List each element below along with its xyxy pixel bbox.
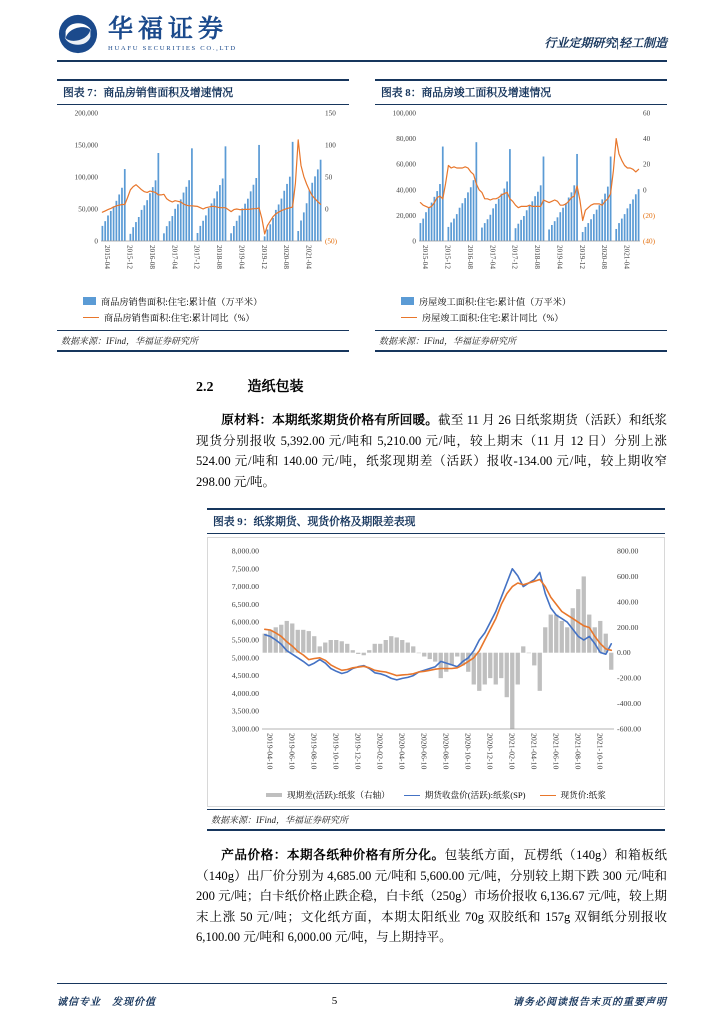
paragraph-raw-materials [196, 410, 667, 492]
svg-text:2017-12: 2017-12 [510, 245, 519, 269]
figure-7 [57, 79, 349, 352]
svg-text:2018-08: 2018-08 [215, 245, 223, 269]
svg-text:2017-04: 2017-04 [488, 245, 497, 269]
footer-row [57, 984, 667, 1008]
svg-text:6,500.00: 6,500.00 [231, 599, 259, 609]
figures-row [57, 79, 667, 352]
brand-name-en: HUAFU SECURITIES CO.,LTD [108, 44, 237, 52]
svg-text:2017-04: 2017-04 [170, 245, 179, 269]
report-category: 行业定期研究|轻工制造 [544, 36, 667, 50]
svg-text:2019-06-10: 2019-06-10 [287, 733, 297, 770]
svg-text:(40): (40) [643, 237, 655, 246]
legend-bar-swatch [83, 297, 96, 305]
legend-bar-swatch [401, 297, 414, 305]
svg-text:2020-02-10: 2020-02-10 [375, 733, 385, 770]
svg-text:100,000: 100,000 [392, 109, 416, 118]
legend-item [266, 789, 390, 801]
svg-text:5,000.00: 5,000.00 [231, 653, 259, 663]
figure-8-source: 数据来源：IFind，华福证券研究所 [375, 330, 667, 352]
svg-text:40,000: 40,000 [396, 186, 416, 195]
svg-text:0: 0 [325, 205, 329, 214]
svg-text:8,000.00: 8,000.00 [231, 546, 259, 556]
svg-text:2021-06-10: 2021-06-10 [551, 733, 561, 770]
svg-text:-600.00: -600.00 [617, 724, 642, 734]
svg-text:2020-08: 2020-08 [282, 245, 291, 269]
svg-text:4,500.00: 4,500.00 [231, 671, 259, 681]
svg-text:2019-10-10: 2019-10-10 [331, 733, 341, 770]
legend-label: 商品房销售面积:住宅:累计值（万平米） [101, 297, 263, 307]
svg-text:3,000.00: 3,000.00 [231, 724, 259, 734]
svg-text:150,000: 150,000 [74, 141, 98, 150]
svg-text:3,500.00: 3,500.00 [231, 706, 259, 716]
svg-text:2018-08: 2018-08 [533, 245, 541, 269]
svg-text:80,000: 80,000 [396, 135, 416, 144]
legend-item [83, 294, 349, 308]
svg-text:2020-08: 2020-08 [600, 245, 609, 269]
figure-7-legend [57, 293, 349, 328]
svg-text:20: 20 [643, 160, 651, 169]
svg-text:(20): (20) [643, 211, 655, 220]
huafu-logo [57, 13, 237, 55]
svg-text:2021-08-10: 2021-08-10 [573, 733, 583, 770]
brand-text [108, 17, 237, 52]
legend-label: 商品房销售面积:住宅:累计同比（%） [104, 313, 255, 323]
paragraph-product-prices [196, 845, 667, 948]
svg-text:(50): (50) [325, 237, 337, 246]
page-footer [57, 983, 667, 1008]
svg-text:2021-04: 2021-04 [304, 245, 313, 269]
legend-item [401, 310, 667, 324]
svg-text:150: 150 [325, 109, 336, 118]
figure-9-chart-frame [207, 537, 665, 807]
section-title: 造纸包装 [247, 380, 304, 395]
legend-label: 现货价:纸浆 [560, 790, 606, 801]
huafu-logo-icon [57, 13, 99, 55]
svg-text:60: 60 [643, 109, 651, 118]
svg-text:2015-04: 2015-04 [421, 245, 430, 269]
svg-text:2020-08-10: 2020-08-10 [441, 733, 451, 770]
figure-8-chart [375, 107, 667, 293]
svg-text:2020-04-10: 2020-04-10 [397, 733, 407, 770]
figure-8-legend [375, 293, 667, 328]
svg-text:0.00: 0.00 [617, 648, 631, 658]
svg-text:2019-12-10: 2019-12-10 [353, 733, 363, 770]
legend-item [540, 789, 606, 801]
svg-text:50,000: 50,000 [78, 205, 98, 214]
footer-slogan: 诚信专业 发现价值 [57, 997, 156, 1008]
legend-line-swatch [404, 795, 420, 796]
svg-text:6,000.00: 6,000.00 [231, 617, 259, 627]
legend-item [83, 310, 349, 324]
svg-text:2021-10-10: 2021-10-10 [595, 733, 605, 770]
svg-text:2020-10-10: 2020-10-10 [463, 733, 473, 770]
brand-name-cn: 华福证券 [108, 15, 229, 43]
svg-text:0: 0 [643, 186, 647, 195]
svg-text:2019-12: 2019-12 [259, 245, 268, 269]
svg-text:7,000.00: 7,000.00 [231, 582, 259, 592]
svg-text:2021-04-10: 2021-04-10 [529, 733, 539, 770]
legend-bar-swatch [266, 793, 282, 797]
svg-text:2020-12-10: 2020-12-10 [485, 733, 495, 770]
legend-label: 房屋竣工面积:住宅:累计同比（%） [422, 313, 564, 323]
svg-text:2020-06-10: 2020-06-10 [419, 733, 429, 770]
svg-text:100: 100 [325, 141, 336, 150]
svg-text:4,000.00: 4,000.00 [231, 688, 259, 698]
figure-8 [375, 79, 667, 352]
svg-text:60,000: 60,000 [396, 160, 416, 169]
figure-7-source: 数据来源：IFind，华福证券研究所 [57, 330, 349, 352]
svg-text:2015-04: 2015-04 [103, 245, 112, 269]
svg-text:-200.00: -200.00 [617, 673, 642, 683]
report-header [57, 0, 667, 55]
legend-line-swatch [540, 795, 556, 796]
header-divider [57, 60, 667, 62]
legend-label: 房屋竣工面积:住宅:累计值（万平米） [419, 297, 572, 307]
figure-9 [207, 508, 665, 831]
figure-8-title: 图表 8：商品房竣工面积及增速情况 [375, 79, 667, 105]
svg-text:2016-08: 2016-08 [465, 245, 474, 269]
figure-9-title: 图表 9：纸浆期货、现货价格及期限差表现 [207, 508, 665, 534]
svg-text:7,500.00: 7,500.00 [231, 564, 259, 574]
section-number: 2.2 [196, 380, 214, 395]
svg-text:50: 50 [325, 173, 333, 182]
svg-text:200,000: 200,000 [74, 109, 98, 118]
legend-line-swatch [83, 317, 99, 318]
paragraph-lead: 产品价格：本期各纸种价格有所分化。 [221, 848, 445, 863]
svg-text:0: 0 [94, 237, 98, 246]
figure-9-legend [208, 787, 664, 806]
legend-label: 现期差(活跃):纸浆（右轴） [287, 790, 390, 801]
svg-text:-400.00: -400.00 [617, 699, 642, 709]
footer-disclaimer: 请务必阅读报告末页的重要声明 [513, 997, 667, 1008]
svg-text:2021-04: 2021-04 [622, 245, 631, 269]
legend-item [401, 294, 667, 308]
svg-text:2019-04-10: 2019-04-10 [265, 733, 275, 770]
svg-text:5,500.00: 5,500.00 [231, 635, 259, 645]
svg-text:2015-12: 2015-12 [443, 245, 452, 269]
svg-text:800.00: 800.00 [617, 546, 639, 556]
section-heading [196, 376, 667, 396]
svg-text:2019-08-10: 2019-08-10 [309, 733, 319, 770]
svg-text:2017-12: 2017-12 [192, 245, 201, 269]
page-number: 5 [331, 994, 338, 1007]
svg-text:400.00: 400.00 [617, 597, 639, 607]
figure-7-chart [57, 107, 349, 293]
legend-label: 期货收盘价(活跃):纸浆(SP) [424, 790, 526, 801]
svg-text:200.00: 200.00 [617, 622, 639, 632]
svg-text:2019-04: 2019-04 [555, 245, 564, 269]
paragraph-lead: 原材料：本期纸浆期货价格有所回暖。 [221, 413, 438, 427]
svg-text:2016-08: 2016-08 [147, 245, 156, 269]
legend-item [404, 789, 526, 801]
svg-text:100,000: 100,000 [74, 173, 98, 182]
paragraph-text: 截至 11 月 26 日纸浆期货（活跃）和纸浆现货分别报收 5,392.00 元/吨和 5,210.00 元/吨，较上期末（11 月 12 日）分别上涨 524.00 元/吨和 140.00 元/吨，纸浆现期差（活跃）报收-134.00 元/吨，较上期收窄 298.00 元/吨。 [196, 413, 667, 489]
figure-7-title: 图表 7：商品房销售面积及增速情况 [57, 79, 349, 105]
svg-text:600.00: 600.00 [617, 571, 639, 581]
legend-line-swatch [401, 317, 417, 318]
paragraph-text: 包装纸方面，瓦楞纸（140g）和箱板纸（140g）出厂价分别为 4,685.00 元/吨和 5,600.00 元/吨，分别较上期下跌 300 元/吨和 200 元/吨；白卡纸价格止跌企稳，白卡纸（250g）市场价报收 6,136.67 元/吨，较上期末上涨 50 元/吨；文化纸方面，本期太阳纸业 70g 双胶纸和 157g 双铜纸分别报收 6,100.00 元/吨和 6,000.00 元/吨，与上期持平。 [196, 848, 668, 945]
svg-text:0: 0 [412, 237, 416, 246]
svg-text:40: 40 [643, 135, 651, 144]
svg-text:20,000: 20,000 [396, 211, 416, 220]
svg-text:2019-12: 2019-12 [577, 245, 586, 269]
svg-text:2021-02-10: 2021-02-10 [507, 733, 517, 770]
figure-9-chart [210, 543, 662, 787]
svg-text:2019-04: 2019-04 [237, 245, 246, 269]
figure-9-source: 数据来源：IFind，华福证券研究所 [207, 809, 665, 831]
svg-text:2015-12: 2015-12 [125, 245, 134, 269]
